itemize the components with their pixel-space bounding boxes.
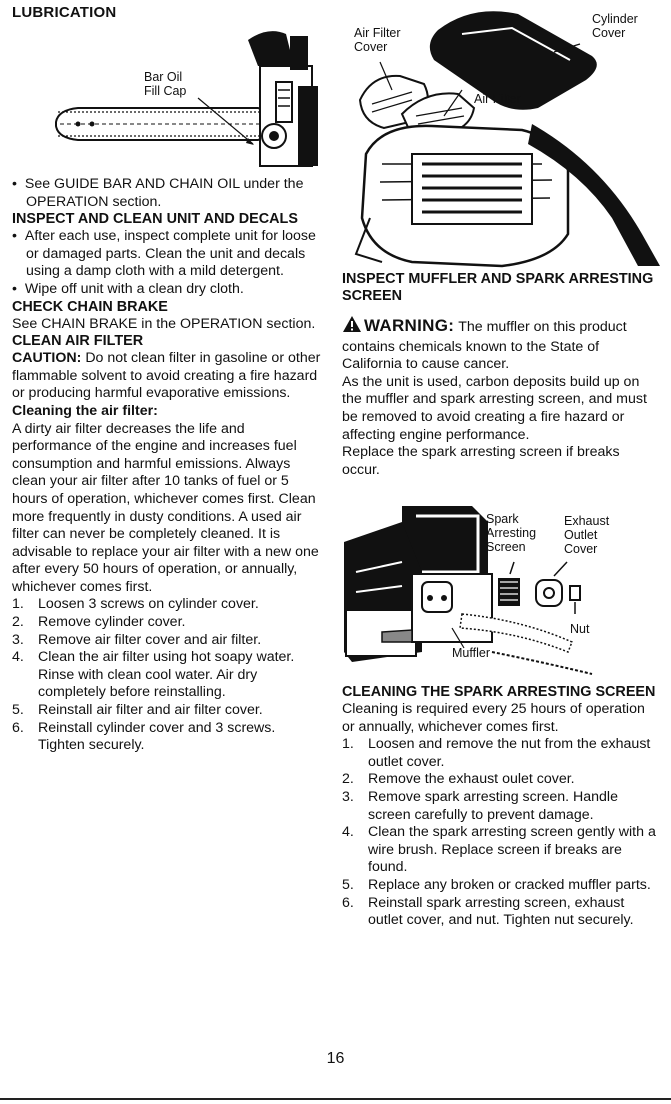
list-item	[12, 720, 322, 755]
list-item	[12, 702, 322, 720]
step-text: Reinstall air filter and air filter cover.	[38, 702, 263, 719]
page-heading: LUBRICATION	[12, 4, 117, 21]
step-text: Replace any broken or cracked muffler parts.	[368, 876, 651, 893]
muffler-heading: INSPECT MUFFLER AND SPARK ARRESTING SCREEN	[342, 271, 654, 304]
replace-text: Replace the spark arresting screen if breaks occur.	[342, 444, 620, 478]
inspect-bullet-1-text: After each use, inspect complete unit for loose or damaged parts. Clean the unit and decals using a damp cloth with a mild detergent.	[24, 228, 316, 280]
step-text: Loosen and remove the nut from the exhaust outlet cover.	[368, 736, 651, 770]
right-column-bottom	[342, 684, 660, 930]
muffler-label: Muffler	[452, 646, 490, 660]
lube-bullet-text: See GUIDE BAR AND CHAIN OIL under the OPERATION section.	[24, 176, 304, 210]
spark-screen-label: Spark Arresting Screen	[486, 512, 537, 554]
step-number: 2.	[12, 614, 24, 631]
list-item	[342, 824, 660, 877]
step-text: Remove spark arresting screen. Handle screen carefully to prevent damage.	[368, 788, 618, 823]
brake-heading: CHECK CHAIN BRAKE	[12, 298, 168, 315]
chainsaw-bar-illustration	[48, 26, 323, 174]
right-column-top	[342, 271, 660, 479]
step-number: 4.	[12, 649, 24, 666]
step-number: 1.	[12, 596, 24, 613]
air-filter-cover-label: Air Filter Cover	[354, 26, 401, 54]
muffler-text: As the unit is used, carbon deposits build up on the muffler and spark arresting screen, and must be removed to avoid creating a fire hazard or affecting engine performance.	[342, 373, 647, 443]
cleaning-heading: Cleaning the air filter:	[12, 402, 158, 419]
step-text: Reinstall cylinder cover and 3 screws. Tighten securely.	[38, 719, 276, 754]
step-number: 5.	[342, 876, 354, 893]
step-text: Remove cylinder cover.	[38, 614, 186, 631]
spark-screen-figure	[342, 502, 662, 678]
page-number: 16	[326, 1050, 345, 1067]
list-item	[342, 895, 660, 930]
inspect-bullet-2-text: Wipe off unit with a clean dry cloth.	[24, 280, 244, 297]
inspect-heading: INSPECT AND CLEAN UNIT AND DECALS	[12, 211, 298, 228]
list-item	[12, 632, 322, 650]
lube-bullet: • See GUIDE BAR AND CHAIN OIL under the OPERATION section.	[12, 176, 304, 210]
warning-text: The muffler on this product contains chemicals known to the State of California to cause cancer.	[342, 319, 627, 373]
caution-text: Do not clean filter in gasoline or other flammable solvent to avoid creating a fire hazard or producing harmful evaporative emissions.	[12, 350, 321, 402]
cleaning-text: A dirty air filter decreases the life and performance of the engine and increases fuel consumption and harmful emissions. Always clean your air filter after 10 tanks of fuel or 5 hours of operation, whichever comes first. Clean more frequently in dusty conditions. A used air filter can never be completely cleaned. It is advisable to replace your air filter with a new one after every 50 hours of operation, or annually, whichever comes first.	[12, 420, 319, 595]
step-text: Reinstall spark arresting screen, exhaust outlet cover, and nut. Tighten nut securely.	[368, 894, 634, 929]
list-item	[342, 736, 660, 771]
step-text: Remove the exhaust oulet cover.	[368, 771, 575, 788]
step-number: 6.	[12, 719, 24, 736]
step-number: 3.	[342, 788, 354, 805]
caution-label: CAUTION:	[12, 350, 82, 367]
inspect-bullet-1: • After each use, inspect complete unit for loose or damaged parts. Clean the unit and decals using a damp cloth with a mild detergent.	[12, 228, 316, 280]
warning-label: WARNING:	[364, 316, 455, 335]
cylinder-cover-label: Cylinder Cover	[592, 12, 638, 40]
step-number: 6.	[342, 894, 354, 911]
left-column	[12, 176, 322, 755]
caution-paragraph	[12, 350, 322, 403]
list-item	[12, 614, 322, 632]
step-text: Loosen 3 screws on cylinder cover.	[38, 596, 259, 613]
list-item	[12, 596, 322, 614]
air-filter-steps	[12, 596, 322, 754]
brake-text: See CHAIN BRAKE in the OPERATION section.	[12, 315, 316, 332]
list-item	[342, 877, 660, 895]
warning-triangle-icon	[342, 315, 362, 339]
air-filter-label: Air Filter	[474, 92, 521, 106]
spark-text: Cleaning is required every 25 hours of operation or annually, whichever comes first.	[342, 701, 645, 735]
step-number: 4.	[342, 824, 354, 841]
filter-heading: CLEAN AIR FILTER	[12, 333, 144, 350]
bar-oil-label: Bar Oil Fill Cap	[144, 70, 187, 98]
exhaust-outlet-label: Exhaust Outlet Cover	[564, 514, 610, 556]
nut-label: Nut	[570, 622, 590, 636]
step-number: 3.	[12, 631, 24, 648]
bottom-rule	[0, 1098, 671, 1100]
spark-heading: CLEANING THE SPARK ARRESTING SCREEN	[342, 684, 656, 700]
warning-paragraph	[342, 315, 660, 374]
list-item	[342, 771, 660, 789]
step-number: 1.	[342, 736, 354, 753]
inspect-bullet-2: • Wipe off unit with a clean dry cloth.	[12, 280, 244, 297]
step-text: Remove air filter cover and air filter.	[38, 631, 262, 648]
step-text: Clean the air filter using hot soapy water. Rinse with clean cool water. Air dry completely before reinstalling.	[38, 649, 295, 701]
step-number: 2.	[342, 771, 354, 788]
air-filter-figure	[342, 4, 662, 270]
step-text: Clean the spark arresting screen gently with a wire brush. Replace screen if breaks are found.	[368, 824, 656, 876]
bar-oil-figure	[48, 26, 323, 174]
spark-steps	[342, 736, 660, 930]
list-item	[12, 649, 322, 702]
list-item	[342, 789, 660, 824]
step-number: 5.	[12, 702, 24, 719]
